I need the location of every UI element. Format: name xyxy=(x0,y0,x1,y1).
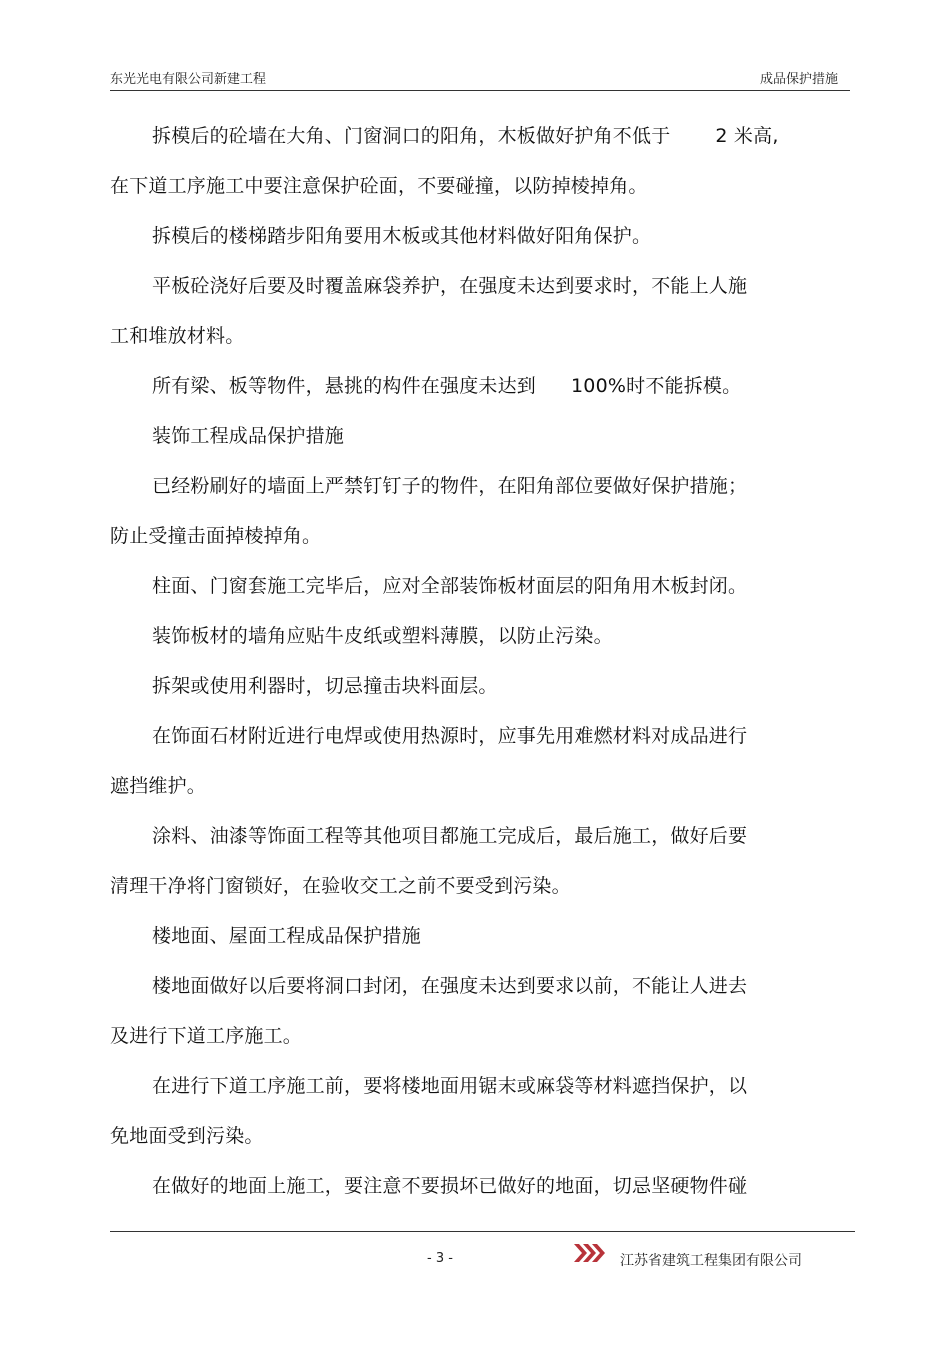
paragraph-line: 装饰板材的墙角应贴牛皮纸或塑料薄膜，以防止污染。 xyxy=(152,625,613,647)
paragraph-line: 遮挡维护。 xyxy=(110,775,207,797)
paragraph-line: 楼地面做好以后要将洞口封闭，在强度未达到要求以前，不能让人进去 xyxy=(152,975,748,997)
paragraph-line xyxy=(110,116,850,166)
paragraph-line: 在进行下道工序施工前，要将楼地面用锯末或麻袋等材料遮挡保护，以 xyxy=(152,1075,748,1097)
section-heading: 装饰工程成品保护措施 xyxy=(152,425,345,447)
paragraph-line: 在饰面石材附近进行电焊或使用热源时，应事先用难燃材料对成品进行 xyxy=(152,725,748,747)
paragraph-line: 柱面、门窗套施工完毕后，应对全部装饰板材面层的阳角用木板封闭。 xyxy=(152,575,748,597)
paragraph-line: 清理干净将门窗锁好，在验收交工之前不要受到污染。 xyxy=(110,875,571,897)
section-heading: 楼地面、屋面工程成品保护措施 xyxy=(152,925,421,947)
paragraph-line: 工和堆放材料。 xyxy=(110,325,245,347)
paragraph-line: 涂料、油漆等饰面工程等其他项目都施工完成后，最后施工，做好后要 xyxy=(152,825,748,847)
paragraph-line: 平板砼浇好后要及时覆盖麻袋养护，在强度未达到要求时，不能上人施 xyxy=(152,275,748,297)
paragraph-line xyxy=(110,366,850,416)
footer-divider xyxy=(110,1231,855,1232)
page-header xyxy=(110,68,850,91)
paragraph-line: 及进行下道工序施工。 xyxy=(110,1025,303,1047)
document-body xyxy=(110,116,850,1216)
paragraph-line: 免地面受到污染。 xyxy=(110,1125,264,1147)
text-run: 所有梁、板等物件，悬挑的构件在强度未达到 xyxy=(152,375,537,397)
paragraph-line: 在下道工序施工中要注意保护砼面，不要碰撞，以防掉棱掉角。 xyxy=(110,175,648,197)
text-run: 100%时不能拆模。 xyxy=(571,375,742,397)
paragraph-line: 防止受撞击面掉棱掉角。 xyxy=(110,525,322,547)
company-name: 江苏省建筑工程集团有限公司 xyxy=(620,1253,802,1269)
header-project-title: 东光光电有限公司新建工程 xyxy=(110,72,267,87)
paragraph-line: 拆模后的楼梯踏步阳角要用木板或其他材料做好阳角保护。 xyxy=(152,225,652,247)
text-run: 拆模后的砼墙在大角、门窗洞口的阳角，木板做好护角不低于 xyxy=(152,125,671,147)
company-logo-icon xyxy=(572,1242,606,1264)
paragraph-line: 在做好的地面上施工，要注意不要损坏已做好的地面，切忌坚硬物件碰 xyxy=(152,1175,748,1197)
header-section-title: 成品保护措施 xyxy=(759,72,838,87)
paragraph-line: 拆架或使用利器时，切忌撞击块料面层。 xyxy=(152,675,498,697)
paragraph-line: 已经粉刷好的墙面上严禁钉钉子的物件，在阳角部位要做好保护措施； xyxy=(152,475,748,497)
text-run: 2 米高, xyxy=(715,125,779,147)
page-number: - 3 - xyxy=(427,1251,453,1266)
